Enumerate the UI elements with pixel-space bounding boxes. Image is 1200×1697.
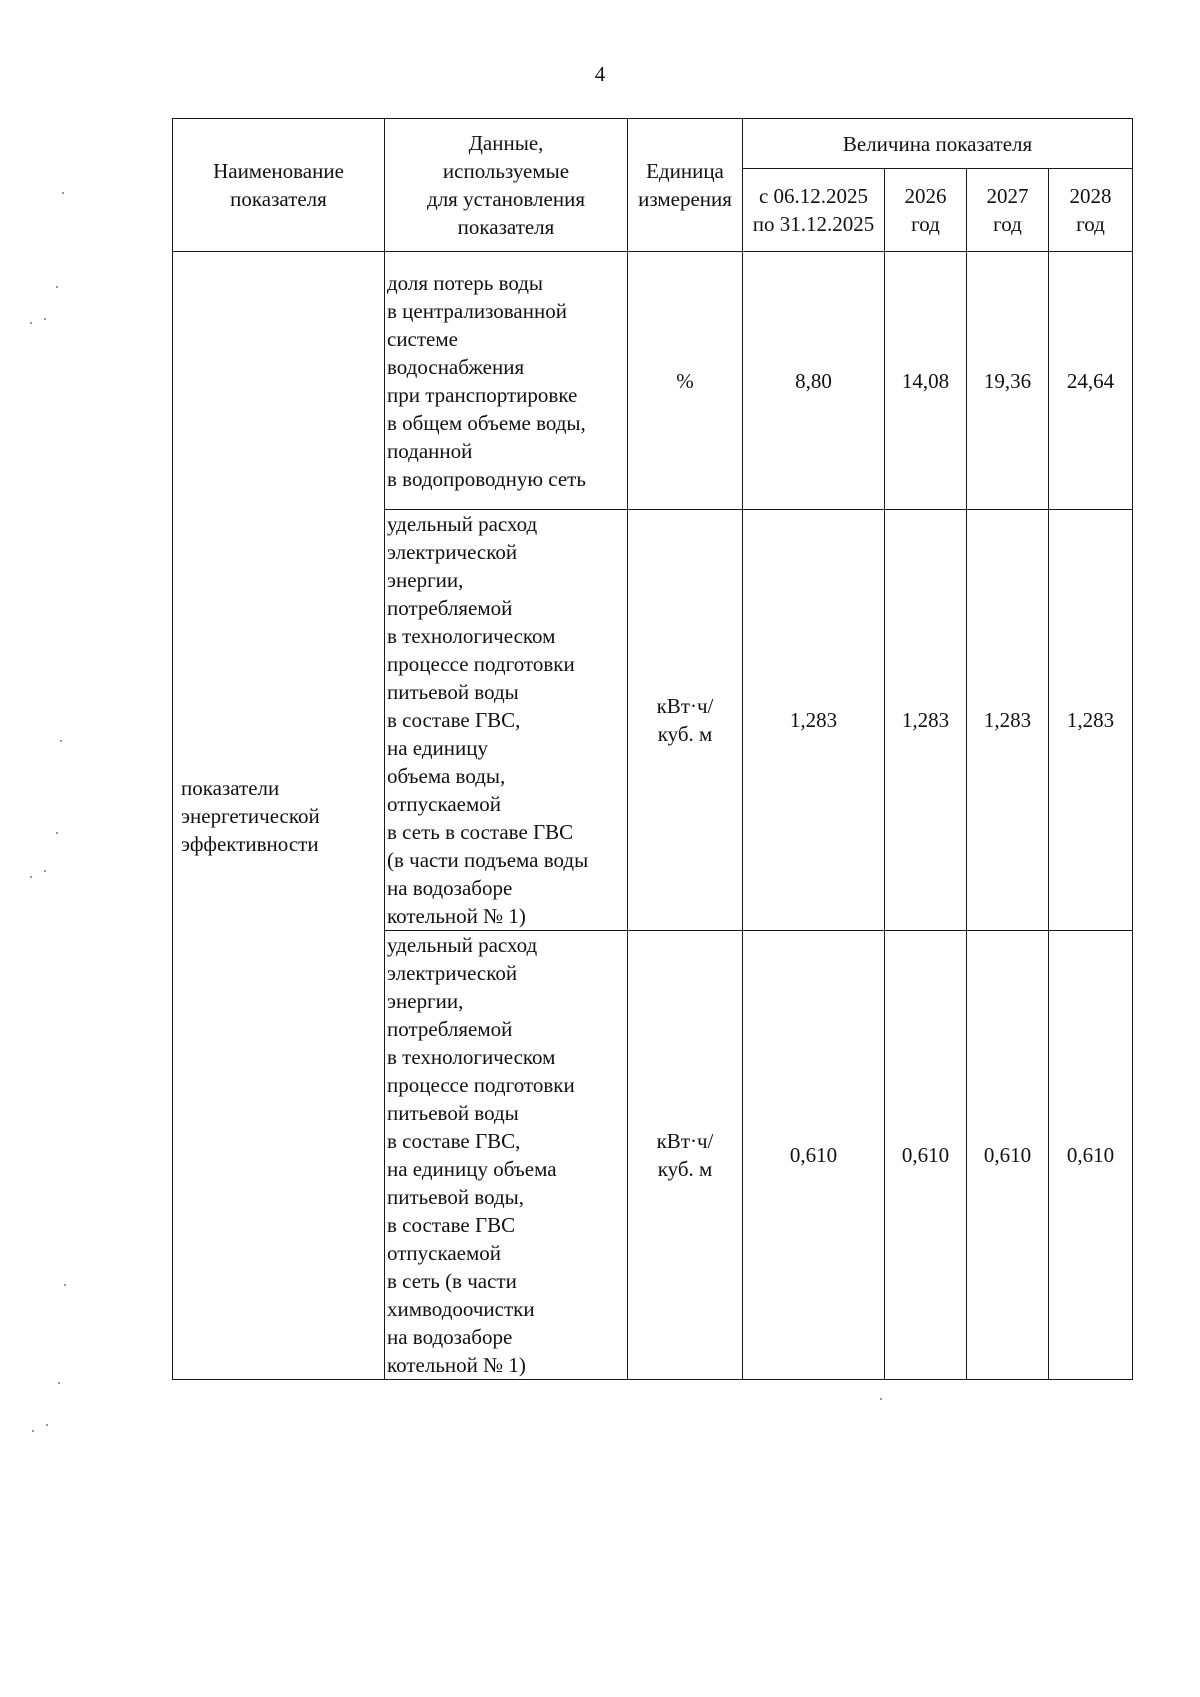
header-value-group: Величина показателя bbox=[743, 119, 1133, 169]
row-unit: кВт·ч/ куб. м bbox=[628, 510, 743, 931]
header-period-2027: 2027 год bbox=[967, 169, 1049, 252]
header-unit: Единица измерения bbox=[628, 119, 743, 252]
value-cell: 0,610 bbox=[967, 931, 1049, 1380]
group-name-cell: показатели энергетической эффективности bbox=[173, 252, 385, 1380]
header-row-1 bbox=[173, 119, 1133, 169]
value-cell: 0,610 bbox=[743, 931, 885, 1380]
indicators-table bbox=[172, 118, 1133, 1380]
header-period-2025: с 06.12.2025 по 31.12.2025 bbox=[743, 169, 885, 252]
value-cell: 1,283 bbox=[1049, 510, 1133, 931]
header-period-2026: 2026 год bbox=[885, 169, 967, 252]
row-unit: кВт·ч/ куб. м bbox=[628, 931, 743, 1380]
table-row bbox=[173, 252, 1133, 510]
row-unit: % bbox=[628, 252, 743, 510]
value-cell: 14,08 bbox=[885, 252, 967, 510]
row-data-text: удельный расход электрической энергии, потребляемой в технологическом процессе подготовки питьевой воды в составе ГВС, на единицу объема воды, отпускаемой в сеть в составе ГВС (в части подъема воды на водозаборе котельной № 1) bbox=[385, 510, 628, 931]
row-data-text: доля потерь воды в централизованной системе водоснабжения при транспортировке в общем объеме воды, поданной в водопроводную сеть bbox=[385, 252, 628, 510]
value-cell: 8,80 bbox=[743, 252, 885, 510]
value-cell: 24,64 bbox=[1049, 252, 1133, 510]
page-number: 4 bbox=[594, 62, 606, 86]
header-name: Наименование показателя bbox=[173, 119, 385, 252]
value-cell: 1,283 bbox=[885, 510, 967, 931]
header-data: Данные, используемые для установления показателя bbox=[385, 119, 628, 252]
row-data-text: удельный расход электрической энергии, потребляемой в технологическом процессе подготовки питьевой воды в составе ГВС, на единицу объема питьевой воды, в составе ГВС отпускаемой в сеть (в части химводоочистки на водозаборе котельной № 1) bbox=[385, 931, 628, 1380]
value-cell: 0,610 bbox=[1049, 931, 1133, 1380]
value-cell: 19,36 bbox=[967, 252, 1049, 510]
header-period-2028: 2028 год bbox=[1049, 169, 1133, 252]
value-cell: 0,610 bbox=[885, 931, 967, 1380]
value-cell: 1,283 bbox=[967, 510, 1049, 931]
value-cell: 1,283 bbox=[743, 510, 885, 931]
